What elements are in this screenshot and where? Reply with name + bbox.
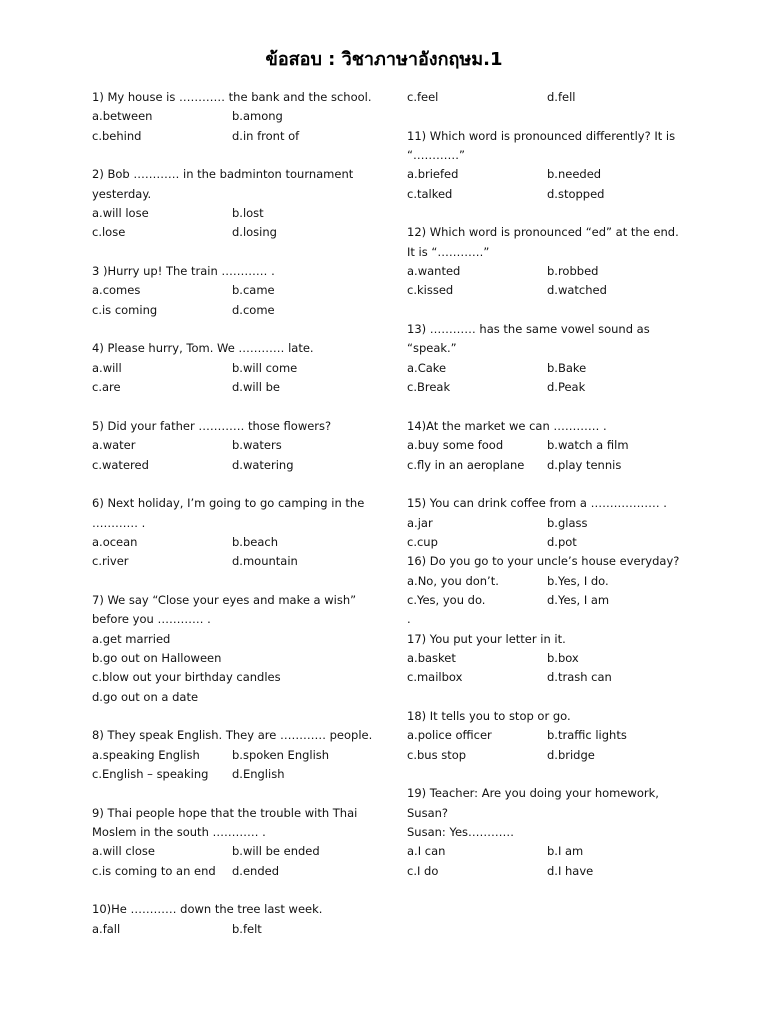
option: d.Yes, I am [547, 592, 610, 607]
option: b.I am [547, 844, 584, 859]
question-text: Moslem in the south ………… . [92, 825, 266, 840]
option-row [92, 223, 392, 242]
option: c.bus stop [407, 747, 467, 762]
option: c.is coming to an end [92, 863, 216, 878]
option: c.Break [407, 380, 451, 395]
option: c.river [92, 554, 129, 569]
question-text: d.go out on a date [92, 689, 199, 704]
spacer [92, 398, 392, 417]
option-row [92, 301, 392, 320]
question-text: 11) Which word is pronounced differently? It is [407, 128, 676, 143]
question-text: 9) Thai people hope that the trouble with Thai [92, 805, 358, 820]
option-row [407, 572, 707, 591]
right-column [407, 88, 707, 881]
option-row [92, 107, 392, 126]
option: d.will be [232, 380, 280, 395]
spacer [92, 881, 392, 900]
spacer [92, 707, 392, 726]
option-row [92, 533, 392, 552]
option-row [407, 436, 707, 455]
option-row [92, 127, 392, 146]
option-row [407, 262, 707, 281]
option: b.beach [232, 534, 278, 549]
option: d.Peak [547, 380, 586, 395]
option: a.comes [92, 283, 141, 298]
option: c.cup [407, 534, 438, 549]
spacer [92, 146, 392, 165]
option: c.watered [92, 457, 149, 472]
option-row [407, 726, 707, 745]
option: a.speaking English [92, 747, 200, 762]
option: c.I do [407, 863, 439, 878]
question-text: 8) They speak English. They are ………… people. [92, 728, 373, 743]
option: a.will lose [92, 206, 149, 221]
option: d.English [232, 767, 285, 782]
spacer [407, 475, 707, 494]
option-row [92, 378, 392, 397]
option: a.will [92, 360, 122, 375]
option: b.felt [232, 921, 262, 936]
option-row [407, 668, 707, 687]
question-text: 1) My house is ………… the bank and the school. [92, 90, 372, 104]
option: a.police officer [407, 728, 492, 743]
question-text: 19) Teacher: Are you doing your homework, [407, 786, 659, 801]
option: d.play tennis [547, 457, 622, 472]
option: a.between [92, 109, 153, 124]
option-row [407, 378, 707, 397]
option: b.traffic lights [547, 728, 627, 743]
question-text: c.blow out your birthday candles [92, 670, 281, 685]
option: b.Bake [547, 360, 587, 375]
option: b.among [232, 109, 283, 124]
question-text: Susan: Yes………… [407, 825, 515, 840]
option-row [92, 842, 392, 861]
option: d.losing [232, 225, 277, 240]
exam-title: ข้อสอบ : วิชาภาษาอังกฤษม.1 [265, 49, 503, 70]
option: d.in front of [232, 128, 300, 143]
option: b.came [232, 283, 275, 298]
option-row [407, 842, 707, 861]
question-text: Susan? [407, 805, 449, 820]
question-text: b.go out on Halloween [92, 650, 222, 665]
option: a.jar [407, 515, 433, 530]
option: c.talked [407, 186, 453, 201]
option: d.pot [547, 534, 577, 549]
spacer [92, 320, 392, 339]
option: c.kissed [407, 283, 454, 298]
option-row [92, 746, 392, 765]
option: d.mountain [232, 554, 298, 569]
option: d.watched [547, 283, 607, 298]
option-row [92, 552, 392, 571]
option: c.fly in an aeroplane [407, 457, 525, 472]
option: a.I can [407, 844, 446, 859]
option: d.ended [232, 863, 279, 878]
option: c.Yes, you do. [407, 592, 486, 607]
question-text: 18) It tells you to stop or go. [407, 709, 571, 723]
option: c.mailbox [407, 670, 463, 685]
option-row [407, 359, 707, 378]
option: c.are [92, 380, 121, 395]
question-text: a.get married [92, 631, 171, 646]
option: d.trash can [547, 670, 612, 685]
option: a.buy some food [407, 438, 504, 453]
option: c.lose [92, 225, 126, 240]
spacer [407, 107, 707, 126]
question-text: ………… . [92, 515, 146, 530]
option: d.bridge [547, 747, 595, 762]
question-text: 14)At the market we can ………… . [407, 418, 607, 433]
question-text: 17) You put your letter in it. [407, 631, 566, 646]
option: b.watch a film [547, 438, 629, 453]
question-text: 6) Next holiday, I’m going to go camping in the [92, 496, 365, 511]
option: b.spoken English [232, 747, 330, 762]
spacer [92, 572, 392, 591]
option: a.No, you don’t. [407, 573, 499, 588]
option: a.basket [407, 650, 456, 665]
option: b.lost [232, 206, 264, 221]
option-row [407, 533, 707, 552]
question-text: yesterday. [92, 186, 152, 201]
option-row [92, 765, 392, 784]
option-row [92, 456, 392, 475]
option-row [92, 920, 392, 939]
option: a.wanted [407, 264, 461, 279]
option: b.waters [232, 438, 282, 453]
option: d.come [232, 302, 275, 317]
option: d.watering [232, 457, 294, 472]
question-text: 12) Which word is pronounced “ed” at the end. [407, 225, 679, 240]
option-row [92, 359, 392, 378]
question-text: “…………” [407, 148, 465, 163]
option: c.English – speaking [92, 767, 209, 782]
option-row [407, 281, 707, 300]
spacer [407, 765, 707, 784]
option-row [407, 862, 707, 881]
option: c.behind [92, 128, 142, 143]
spacer [92, 243, 392, 262]
spacer [407, 688, 707, 707]
question-text: It is “…………” [407, 244, 490, 259]
option: b.robbed [547, 264, 599, 279]
option: d.fell [547, 90, 576, 104]
question-text: 13) ………… has the same vowel sound as [407, 322, 650, 337]
spacer [407, 301, 707, 320]
option-row [407, 649, 707, 668]
option: a.ocean [92, 534, 138, 549]
spacer [92, 475, 392, 494]
option-row [407, 456, 707, 475]
option: b.needed [547, 167, 602, 182]
option-row [407, 514, 707, 533]
question-text: . [407, 612, 411, 627]
option: a.briefed [407, 167, 459, 182]
option: a.fall [92, 921, 121, 936]
question-text: 3 )Hurry up! The train ………… . [92, 264, 275, 279]
option-row [92, 204, 392, 223]
question-text: 2) Bob ………… in the badminton tournament [92, 167, 354, 182]
option: d.stopped [547, 186, 605, 201]
question-text: 10)He ………… down the tree last week. [92, 902, 323, 917]
option: a.water [92, 438, 136, 453]
question-text: “speak.” [407, 341, 457, 356]
option: a.Cake [407, 360, 447, 375]
option: b.glass [547, 515, 588, 530]
option: a.will close [92, 844, 155, 859]
option: b.box [547, 650, 579, 665]
question-text: 16) Do you go to your uncle’s house everyday? [407, 554, 680, 569]
option-row [407, 746, 707, 765]
spacer [407, 204, 707, 223]
option: d.I have [547, 863, 594, 878]
question-text: 7) We say “Close your eyes and make a wish” [92, 592, 357, 607]
option-row [407, 185, 707, 204]
option: c.is coming [92, 302, 158, 317]
option-row [92, 281, 392, 300]
option-row [92, 862, 392, 881]
question-text: 4) Please hurry, Tom. We ………… late. [92, 341, 314, 356]
spacer [92, 784, 392, 803]
option: b.Yes, I do. [547, 573, 609, 588]
option: b.will come [232, 360, 298, 375]
option-row [407, 88, 707, 107]
option: c.feel [407, 90, 439, 104]
option: b.will be ended [232, 844, 320, 859]
question-text: before you ………… . [92, 612, 211, 627]
option-row [92, 436, 392, 455]
option-row [407, 165, 707, 184]
option-row [407, 591, 707, 610]
left-column [92, 88, 392, 939]
spacer [407, 398, 707, 417]
question-text: 15) You can drink coffee from a ……………… . [407, 496, 667, 511]
question-text: 5) Did your father ………… those flowers? [92, 418, 332, 433]
